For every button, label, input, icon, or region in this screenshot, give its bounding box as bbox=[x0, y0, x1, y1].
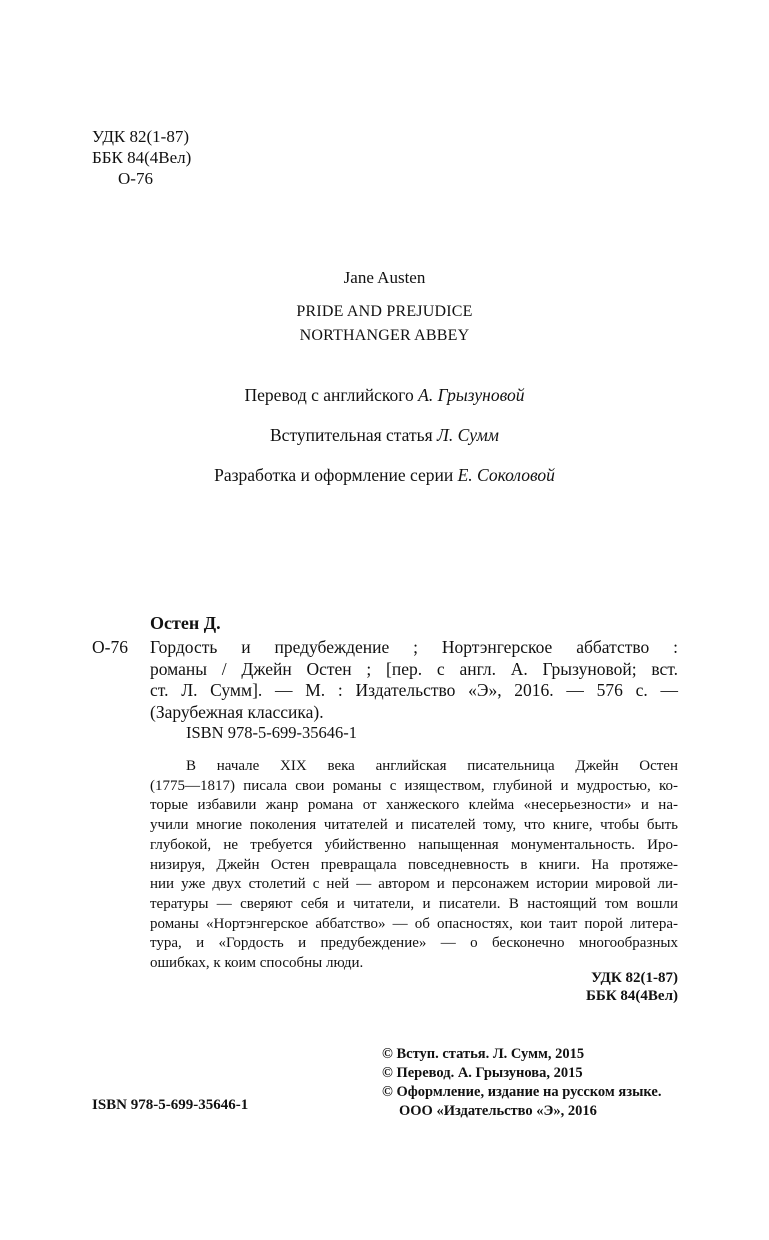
udk-code: УДК 82(1-87) bbox=[591, 970, 678, 986]
annotation-line: (1775—1817) писала свои романы с изяществом, глубиной и мудростью, ко- bbox=[150, 777, 678, 794]
biblio-description bbox=[150, 637, 678, 723]
annotation-line: нии уже двух столетий с ней — автором и персонажем истории мировой ли- bbox=[150, 876, 678, 893]
biblio-line: романы / Джейн Остен ; [пер. с англ. А. Грызуновой; вст. bbox=[150, 658, 678, 679]
annotation-line: тературы — сверяют себя и читатели, и писатели. В настоящий том вошли bbox=[150, 895, 678, 912]
credit-name: А. Грызуновой bbox=[418, 385, 525, 405]
credit-design bbox=[0, 465, 769, 486]
udk-footer-block bbox=[572, 969, 678, 1005]
annotation-line: торые избавили жанр романа от ханжеского клейма «несерьезности» и на- bbox=[150, 797, 678, 814]
annotation-line: ошибках, к коим способны люди. bbox=[150, 955, 364, 972]
author-mark: О-76 bbox=[118, 169, 153, 188]
copyright-line: ООО «Издательство «Э», 2016 bbox=[399, 1103, 597, 1119]
annotation-line: тура, и «Гордость и предубеждение» — о бесконечно многообразных bbox=[150, 935, 678, 952]
original-title: NORTHANGER ABBEY bbox=[299, 327, 470, 344]
biblio-line: ст. Л. Сумм]. — М. : Издательство «Э», 2016. — 576 с. — bbox=[150, 680, 678, 700]
credit-label: Перевод с английского bbox=[244, 385, 414, 405]
udk-header-block bbox=[92, 126, 191, 189]
biblio-code: О-76 bbox=[92, 637, 128, 657]
credit-translation bbox=[0, 385, 769, 406]
udk-code: УДК 82(1-87) bbox=[92, 127, 189, 146]
copyright-block bbox=[382, 1045, 661, 1121]
original-titles bbox=[0, 300, 769, 348]
annotation-line: учили многие поколения читателей и писателей тому, что книге, чтобы быть bbox=[150, 817, 678, 834]
biblio-author: Остен Д. bbox=[150, 613, 221, 633]
original-title: PRIDE AND PREJUDICE bbox=[296, 303, 473, 320]
copyright-line: © Оформление, издание на русском языке. bbox=[382, 1084, 662, 1100]
original-author: Jane Austen bbox=[343, 268, 426, 287]
credit-name: Л. Сумм bbox=[437, 425, 499, 445]
biblio-line: (Зарубежная классика). bbox=[150, 701, 324, 722]
credit-label: Разработка и оформление серии bbox=[214, 465, 454, 485]
bbk-code: ББК 84(4Вел) bbox=[585, 988, 678, 1004]
credit-name: Е. Соколовой bbox=[457, 465, 555, 485]
bbk-code: ББК 84(4Вел) bbox=[92, 148, 192, 167]
biblio-line: Гордость и предубеждение ; Нортэнгерское аббатство : bbox=[150, 637, 678, 657]
credit-intro bbox=[0, 425, 769, 446]
annotation-line: романы «Нортэнгерское аббатство» — об опасностях, кои таит порой литера- bbox=[150, 915, 678, 932]
isbn-footer: ISBN 978-5-699-35646-1 bbox=[92, 1097, 249, 1113]
biblio-isbn: ISBN 978-5-699-35646-1 bbox=[186, 723, 357, 742]
annotation-line: В начале XIX века английская писательница Джейн Остен bbox=[186, 758, 678, 774]
credit-label: Вступительная статья bbox=[270, 425, 433, 445]
annotation-line: глубокой, не требуется убийственно напыщенная монументальность. Иро- bbox=[150, 836, 678, 853]
copyright-line: © Вступ. статья. Л. Сумм, 2015 bbox=[382, 1046, 585, 1062]
annotation-line: низируя, Джейн Остен превращала повседневность в книги. На протяже- bbox=[150, 856, 678, 873]
annotation bbox=[150, 757, 678, 974]
copyright-line: © Перевод. А. Грызунова, 2015 bbox=[382, 1065, 583, 1081]
